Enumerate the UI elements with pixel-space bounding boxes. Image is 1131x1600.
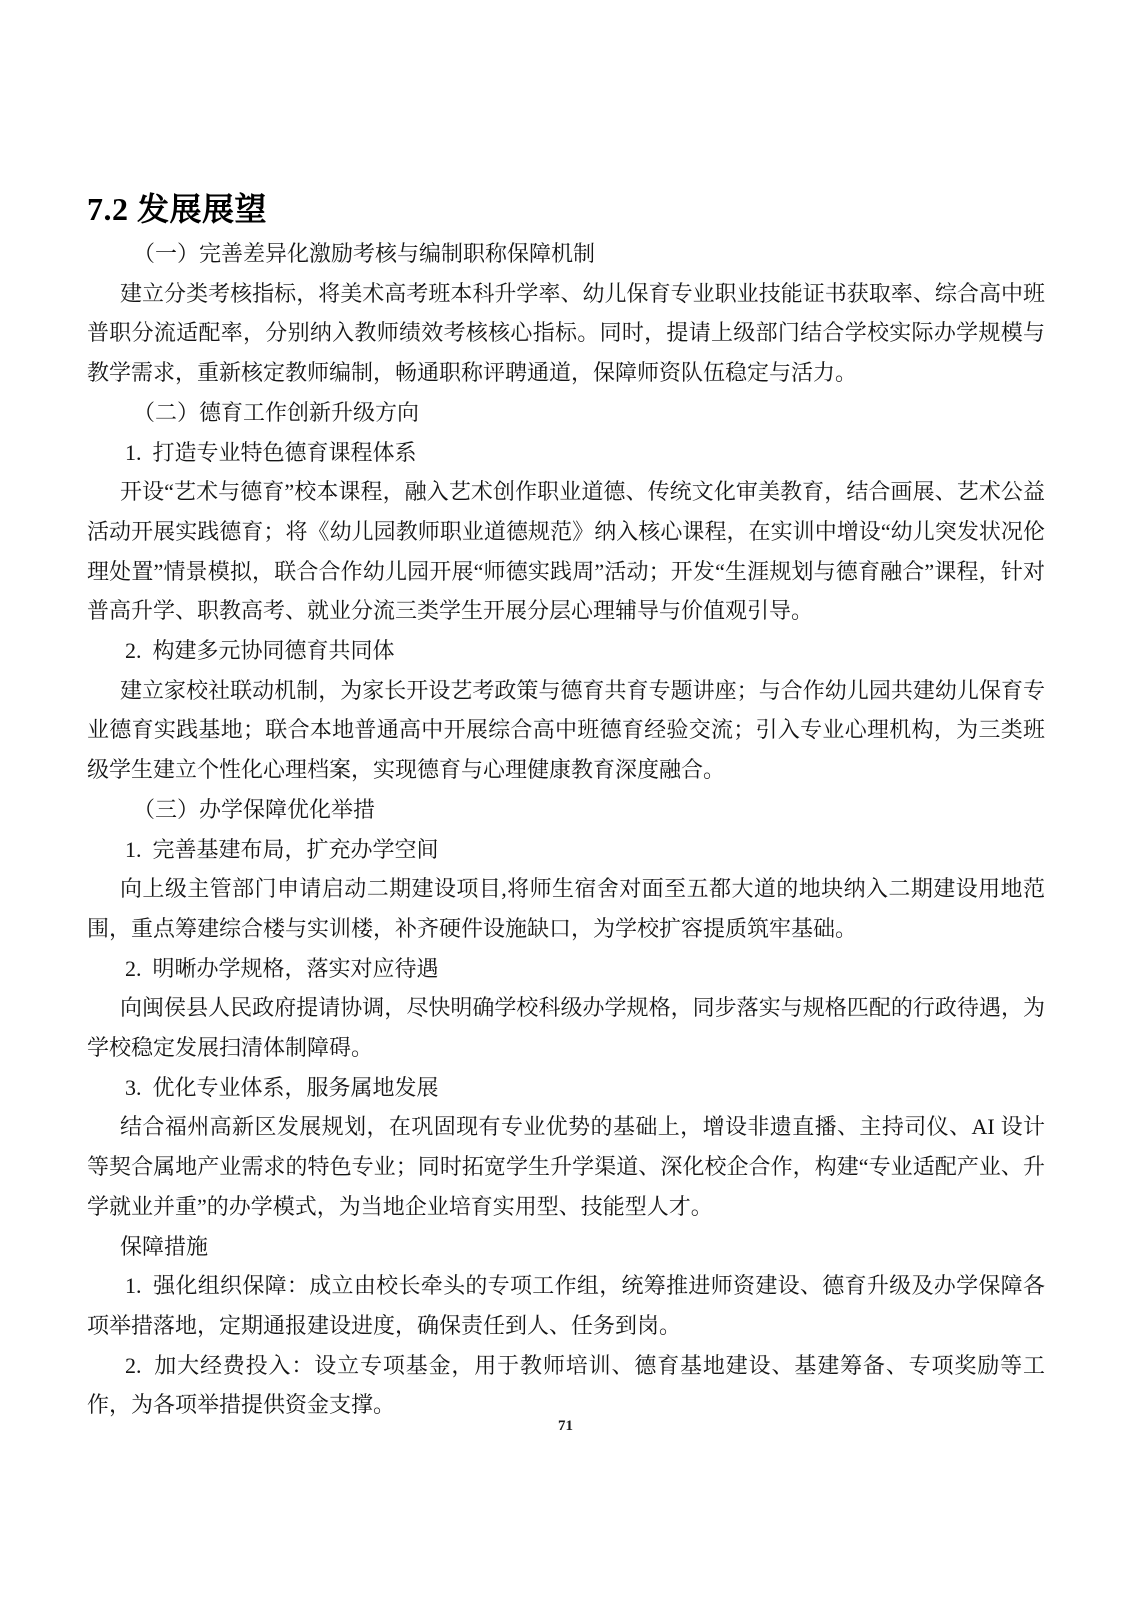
paragraph: 开设“艺术与德育”校本课程，融入艺术创作职业道德、传统文化审美教育，结合画展、艺术公益活动开展实践德育；将《幼儿园教师职业道德规范》纳入核心课程，在实训中增设“幼儿突发状况伦理处置”情景模拟，联合合作幼儿园开展“师德实践周”活动；开发“生涯规划与德育融合”课程，针对普高升学、职教高考、就业分流三类学生开展分层心理辅导与价值观引导。 xyxy=(87,479,1045,624)
subsection-heading-1: （一）完善差异化激励考核与编制职称保障机制 xyxy=(133,241,596,266)
section-heading: 7.2 发展展望 xyxy=(87,191,268,227)
list-heading: 2. 构建多元协同德育共同体 xyxy=(125,638,395,664)
paragraph: 向上级主管部门申请启动二期建设项目,将师生宿舍对面至五都大道的地块纳入二期建设用地范围，重点筹建综合楼与实训楼，补齐硬件设施缺口，为学校扩容提质筑牢基础。 xyxy=(87,876,1045,941)
paragraph: 建立分类考核指标，将美术高考班本科升学率、幼儿保育专业职业技能证书获取率、综合高中班普职分流适配率，分别纳入教师绩效考核核心指标。同时，提请上级部门结合学校实际办学规模与教学需求，重新核定教师编制，畅通职称评聘通道，保障师资队伍稳定与活力。 xyxy=(87,280,1045,386)
list-heading: 3. 优化专业体系，服务属地发展 xyxy=(125,1074,439,1100)
paragraph: 向闽侯县人民政府提请协调，尽快明确学校科级办学规格，同步落实与规格匹配的行政待遇，为学校稳定发展扫清体制障碍。 xyxy=(87,995,1045,1061)
document-body xyxy=(87,234,1045,1425)
list-item: 1. 强化组织保障：成立由校长牵头的专项工作组，统筹推进师资建设、德育升级及办学保障各项举措落地，定期通报建设进度，确保责任到人、任务到岗。 xyxy=(87,1273,1045,1338)
subsection-heading-3: （三）办学保障优化举措 xyxy=(133,796,376,822)
list-heading: 2. 明晰办学规格，落实对应待遇 xyxy=(125,955,439,981)
subsection-heading-2: （二）德育工作创新升级方向 xyxy=(133,399,420,425)
list-heading: 1. 打造专业特色德育课程体系 xyxy=(125,439,417,465)
list-heading: 1. 完善基建布局，扩充办学空间 xyxy=(125,836,439,862)
paragraph: 建立家校社联动机制，为家长开设艺考政策与德育共育专题讲座；与合作幼儿园共建幼儿保育专业德育实践基地；联合本地普通高中开展综合高中班德育经验交流；引入专业心理机构，为三类班级学生建立个性化心理档案，实现德育与心理健康教育深度融合。 xyxy=(87,677,1045,783)
paragraph: 结合福州高新区发展规划，在巩固现有专业优势的基础上，增设非遗直播、主持司仪、AI 设计等契合属地产业需求的特色专业；同时拓宽学生升学渠道、深化校企合作，构建“专业适配产业、升学就业并重”的办学模式，为当地企业培育实用型、技能型人才。 xyxy=(87,1114,1045,1219)
page-number: 71 xyxy=(558,1418,573,1434)
sub-heading-plain: 保障措施 xyxy=(120,1233,209,1259)
list-item: 2. 加大经费投入：设立专项基金，用于教师培训、德育基地建设、基建筹备、专项奖励等工作，为各项举措提供资金支撑。 xyxy=(87,1352,1045,1418)
